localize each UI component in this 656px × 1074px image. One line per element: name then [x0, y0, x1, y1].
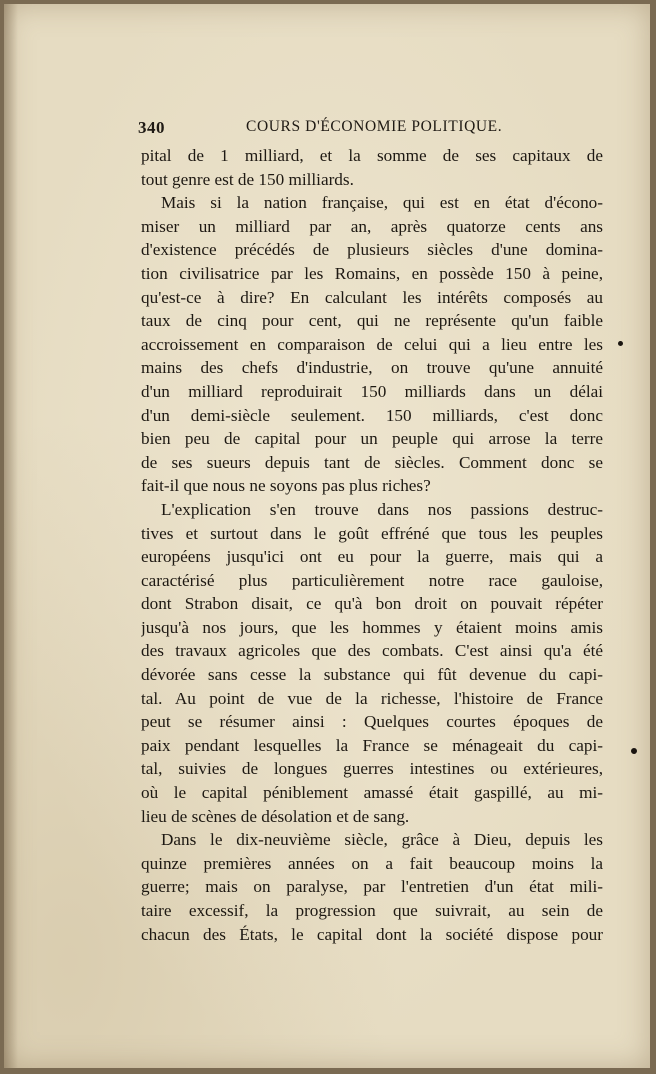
text-line: accroissement en comparaison de celui qui a lieu entre les	[141, 334, 603, 354]
page-number: 340	[138, 118, 165, 137]
text-line: guerre; mais on paralyse, par l'entretien d'un état mili-	[141, 877, 603, 897]
text-line: quinze premières années on a fait beaucoup moins la	[141, 853, 603, 873]
text-line: jusqu'à nos jours, que les hommes y étaient moins amis	[141, 617, 603, 637]
ink-spot	[631, 748, 637, 754]
paragraph-start: Mais si la nation française, qui est en état d'écono-	[161, 193, 603, 213]
text-line: dévorée sans cesse la substance qui fût devenue du capi-	[141, 665, 603, 685]
text-line: bien peu de capital pour un peuple qui arrose la terre	[141, 429, 603, 449]
text-line: dont Strabon disait, ce qu'à bon droit on pouvait répéter	[141, 594, 603, 614]
running-head	[138, 118, 604, 142]
text-line: taux de cinq pour cent, qui ne représente qu'un faible	[141, 311, 603, 331]
text-line: européens jusqu'ici ont eu pour la guerre, mais qui a	[141, 547, 603, 567]
text-line: d'un demi-siècle seulement. 150 milliards, c'est donc	[141, 405, 603, 425]
text-line: mains des chefs d'industrie, on trouve qu'une annuité	[141, 358, 603, 378]
text-line: peut se résumer ainsi : Quelques courtes époques de	[141, 712, 603, 732]
ink-spot	[618, 341, 623, 346]
text-line: fait-il que nous ne soyons pas plus riches?	[141, 476, 431, 496]
text-line: paix pendant lesquelles la France se ménageait du capi-	[141, 735, 603, 755]
text-line: des travaux agricoles que des combats. C'est ainsi qu'a été	[141, 641, 603, 661]
binding-shadow	[4, 4, 18, 1068]
text-line: pital de 1 milliard, et la somme de ses capitaux de	[141, 146, 603, 165]
text-line: tal. Au point de vue de la richesse, l'histoire de France	[141, 688, 603, 708]
text-line: caractérisé plus particulièrement notre race gauloise,	[141, 570, 603, 590]
text-line: lieu de scènes de désolation et de sang.	[141, 806, 410, 826]
text-line: où le capital péniblement amassé était gaspillé, au mi-	[141, 783, 603, 803]
running-title: COURS D'ÉCONOMIE POLITIQUE.	[246, 118, 503, 135]
text-line: tion civilisatrice par les Romains, en possède 150 à peine,	[141, 263, 603, 283]
text-line: de ses sueurs depuis tant de siècles. Comment donc se	[141, 452, 603, 472]
paragraph-start: Dans le dix-neuvième siècle, grâce à Dieu, depuis les	[161, 830, 603, 850]
text-line: tal, suivies de longues guerres intestines ou extérieures,	[141, 759, 603, 779]
paragraph-start: L'explication s'en trouve dans nos passions destruc-	[161, 499, 603, 519]
body-text	[141, 144, 603, 946]
text-line: tout genre est de 150 milliards.	[141, 169, 354, 189]
text-line: d'existence précédés de plusieurs siècles d'une domina-	[141, 240, 603, 260]
text-line: taire excessif, la progression que suivrait, au sein de	[141, 901, 603, 920]
text-line: d'un milliard reproduirait 150 milliards dans un délai	[141, 381, 603, 401]
text-line: tives et surtout dans le goût effréné que tous les peuples	[141, 523, 603, 543]
text-line: qu'est-ce à dire? En calculant les intérêts composés au	[141, 287, 603, 307]
book-page	[4, 4, 650, 1068]
text-line: chacun des États, le capital dont la société dispose pour	[141, 924, 603, 944]
text-line: miser un milliard par an, après quatorze cents ans	[141, 216, 603, 236]
